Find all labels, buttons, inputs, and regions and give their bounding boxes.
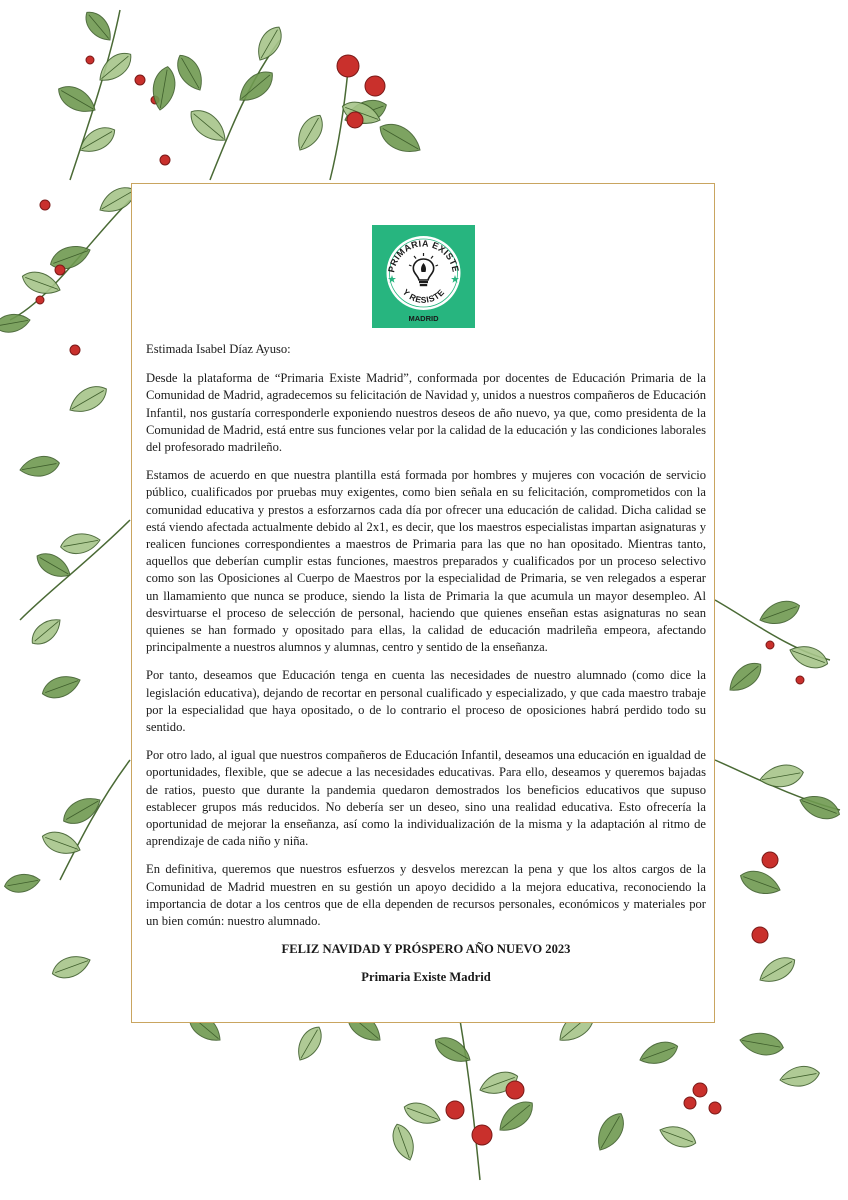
- letter-paragraph: Por tanto, deseamos que Educación tenga en cuenta las necesidades de nuestro alumnado (como dice la legislación educativa), dejando de recortar en personal cualificado y especializado, y que cada maestro trabaje por la especialidad que haya opositado, o de lo contrario el proceso de oposiciones habrá perdido todo su sentido.: [146, 668, 706, 735]
- leaf-icon: [185, 104, 232, 148]
- leaf-icon: [431, 1032, 475, 1069]
- berry-icon: [36, 296, 44, 304]
- letter-page: [131, 183, 715, 1023]
- berry-icon: [135, 75, 145, 85]
- berry-icon: [762, 852, 778, 868]
- leaf-icon: [172, 51, 209, 95]
- leaf-icon: [80, 7, 116, 46]
- leaf-icon: [797, 791, 843, 824]
- leaf-icon: [757, 596, 803, 629]
- leaf-icon: [637, 1037, 681, 1069]
- letter-paragraph: En definitiva, queremos que nuestros esfuerzos y desvelos merezcan la pena y que los altos cargos de la Comunidad de Madrid muestren en su gestión un apoyo decidido a la mejora educativa, reconociendo la importancia de dotar a los centros que de ella dependen de recursos personales, económicos y materiales por un bien común: nuestro alumnado.: [146, 862, 706, 929]
- leaf-icon: [758, 762, 805, 790]
- leaf-icon: [234, 65, 279, 107]
- leaf-icon: [94, 47, 137, 87]
- leaf-icon: [778, 1064, 821, 1090]
- berry-icon: [347, 112, 363, 128]
- logo-arc-bottom-text: Y RESISTE: [400, 286, 447, 305]
- leaf-icon: [27, 613, 66, 649]
- berry-icon: [55, 265, 65, 275]
- logo-footer-text: MADRID: [408, 314, 439, 323]
- berry-icon: [796, 676, 804, 684]
- leaf-icon: [292, 111, 329, 155]
- leaf-icon: [724, 657, 767, 697]
- leaf-icon: [738, 1030, 785, 1058]
- leaf-icon: [150, 65, 178, 112]
- leaf-icon: [75, 122, 119, 159]
- leaf-icon: [388, 1121, 418, 1163]
- letter-body: [146, 341, 706, 986]
- leaf-icon: [47, 241, 93, 274]
- logo-arc-top-text: PRIMARIA EXISTE: [386, 238, 461, 274]
- letter-paragraph: Estamos de acuerdo en que nuestra plantilla está formada por hombres y mujeres con vocación de servicio público, cualificados por pruebas muy exigentes, como bien señala en su felicitación, comprometidos con la comunidad educativa y prestos a esforzarnos cada día por ofrecer una educación de calidad. Dicha calidad se está viendo afectada actualmente debido al 2x1, es decir, que los maestros especialistas impartan asignaturas y realicen funciones correspondientes a maestros de Primaria para las que no han opositado. Mientras tanto, aquellos que deberían cumplir estas funciones, maestros preparados y cualificados por un proceso selectivo como son las Oposiciones al Cuerpo de Maestros por la especialidad de Primaria, se ven relegados a esperar un llamamiento que nunca se produce, siendo la lista de Primaria la que acumula un mayor desempleo. Al desvirtuarse el proceso de selección de personal, haciendo que quienes enseñan estas asignaturas no sean quienes se han formado y opositado para ellas, la calidad de educación madrileña empeora, afectando principalmente a nuestros alumnos y alumnas, centro y sentido de la enseñanza.: [146, 468, 706, 655]
- leaf-icon: [252, 23, 287, 65]
- berry-icon: [446, 1101, 464, 1119]
- berry-icon: [709, 1102, 721, 1114]
- leaf-icon: [18, 454, 61, 480]
- leaf-icon: [33, 548, 75, 583]
- leaf-icon: [65, 380, 111, 418]
- letter-closing: FELIZ NAVIDAD Y PRÓSPERO AÑO NUEVO 2023: [281, 942, 571, 957]
- letter-greeting: Estimada Isabel Díaz Ayuso:: [146, 342, 291, 356]
- leaf-icon: [755, 952, 799, 989]
- leaf-icon: [657, 1121, 699, 1151]
- leaf-icon: [59, 791, 105, 829]
- berry-icon: [365, 76, 385, 96]
- letter-signature: Primaria Existe Madrid: [361, 969, 491, 984]
- leaf-icon: [375, 117, 426, 159]
- berry-icon: [70, 345, 80, 355]
- letter-paragraph: Desde la plataforma de “Primaria Existe Madrid”, conformada por docentes de Educación Primaria de la Comunidad de Madrid, agradecemos su felicitación de Navidad y, unidos a nuestros compañeros de Educación Infantil, nos gustaría corresponderle exponiendo nuestros deseos de año nuevo, ya que, como presidenta de la Comunidad de Madrid, está entre sus funciones velar por la calidad de la educación y las condiciones laborales del profesorado madrileño.: [146, 371, 706, 455]
- berry-icon: [160, 155, 170, 165]
- berry-icon: [766, 641, 774, 649]
- leaf-icon: [591, 1109, 629, 1155]
- leaf-icon: [54, 80, 100, 118]
- leaf-icon: [39, 827, 83, 859]
- berry-icon: [40, 200, 50, 210]
- leaf-icon: [401, 1098, 443, 1128]
- leaf-icon: [49, 951, 93, 983]
- leaf-icon: [3, 871, 41, 894]
- primaria-existe-logo: [372, 225, 475, 328]
- berry-icon: [506, 1081, 524, 1099]
- berry-icon: [86, 56, 94, 64]
- leaf-icon: [494, 1095, 539, 1137]
- leaf-icon: [0, 311, 32, 334]
- leaf-icon: [292, 1023, 327, 1065]
- leaf-icon: [737, 866, 783, 899]
- berry-icon: [337, 55, 359, 77]
- letter-paragraph: Por otro lado, al igual que nuestros compañeros de Educación Infantil, deseamos una educación en igualdad de oportunidades, flexible, que se adecue a las necesidades educativas. Para ello, deseamos y queremos bajadas de ratios, puesto que durante la pandemia quedaron demostrados los beneficios educativos que supuso establecer grupos más reducidos. No debería ser un deseo, sino una realidad educativa. Esto ofrecería la oportunidad de mejorar la enseñanza, así como la individualización de la misma y la adaptación al ritmo de aprendizaje de cada niño y niña.: [146, 748, 706, 849]
- berry-icon: [472, 1125, 492, 1145]
- berry-icon: [684, 1097, 696, 1109]
- berry-icon: [693, 1083, 707, 1097]
- leaf-icon: [39, 671, 83, 703]
- berry-icon: [752, 927, 768, 943]
